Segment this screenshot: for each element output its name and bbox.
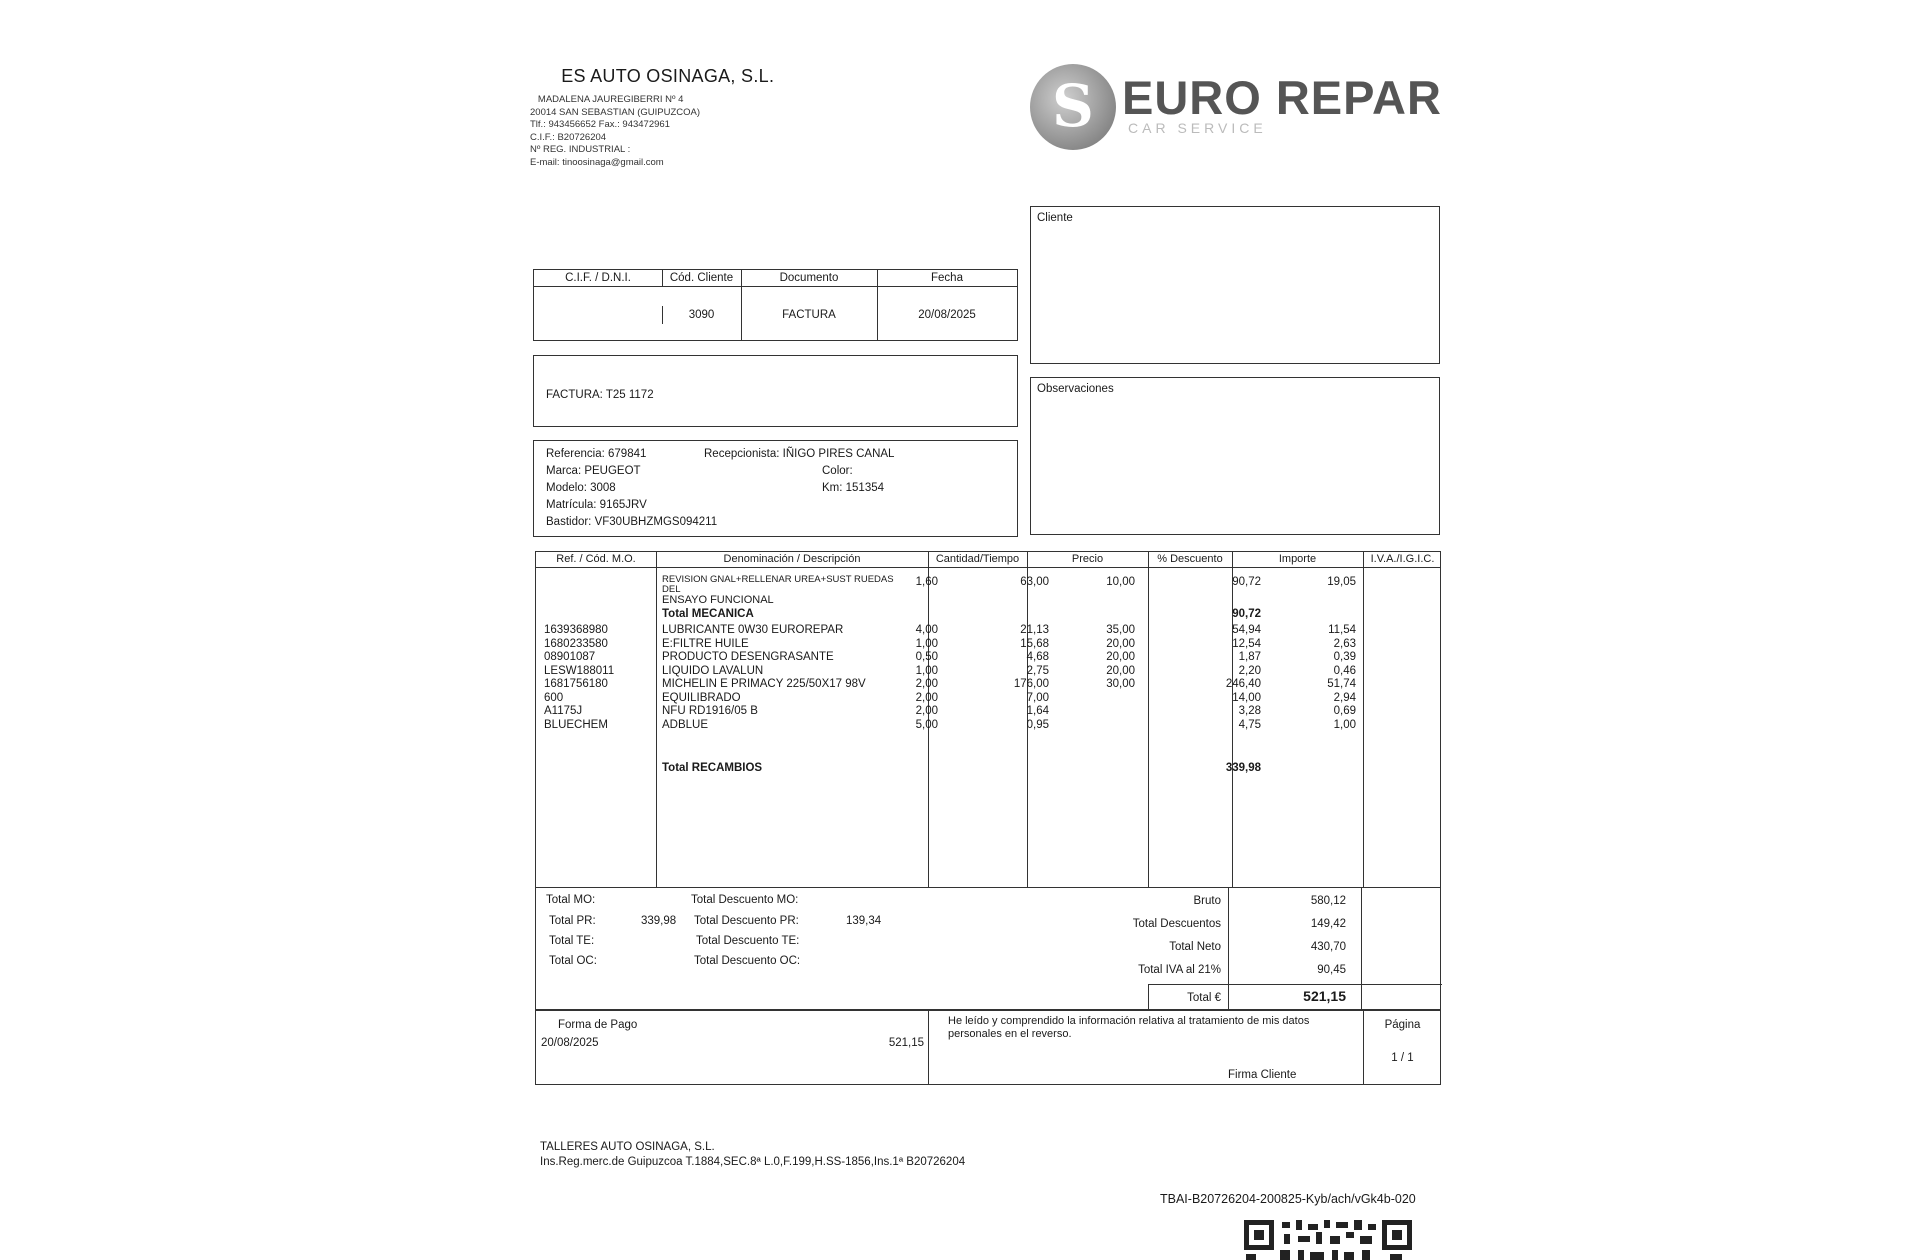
observations-box <box>1030 377 1440 535</box>
logo-subtitle: CAR SERVICE <box>1128 120 1267 136</box>
cell-disc: 35,00 <box>1106 624 1135 636</box>
mecanica-description: REVISION GNAL+RELLENAR UREA+SUST RUEDAS DEL ENSAYO FUNCIONAL <box>662 574 894 606</box>
page-number: 1 / 1 <box>1391 1052 1414 1064</box>
cell-qty: 1,00 <box>915 637 938 650</box>
cell-qty: 1,00 <box>915 664 938 677</box>
net-value: 430,70 <box>1310 941 1346 953</box>
cell-imp: 4,75 <box>1238 718 1261 731</box>
page-label: Página <box>1384 1019 1421 1031</box>
cell-qty: 2,00 <box>915 678 938 690</box>
brand: Marca: PEUGEOT <box>546 465 641 477</box>
cell-desc: LIQUIDO LAVALUN <box>662 664 764 677</box>
client-code-header: Cód. Cliente <box>669 272 734 284</box>
total-disc-pr-label: Total Descuento PR: <box>694 915 799 927</box>
cell-ref: 1681756180 <box>544 678 608 690</box>
cell-iva: 11,54 <box>1328 624 1356 636</box>
cell-disc: 20,00 <box>1106 664 1135 677</box>
net-label: Total Neto <box>1169 941 1221 953</box>
cell-iva: 0,39 <box>1333 651 1356 663</box>
cell-price: 21,13 <box>1020 624 1049 636</box>
items-table <box>535 551 1441 888</box>
plate: Matrícula: 9165JRV <box>546 499 647 511</box>
color: Color: <box>822 465 853 477</box>
client-signature-label: Firma Cliente <box>1228 1069 1297 1081</box>
cell-iva: 51,74 <box>1327 678 1356 690</box>
qr-code-icon <box>1244 1220 1412 1260</box>
document-header: Documento <box>779 272 839 284</box>
company-address <box>530 94 700 169</box>
cif-header: C.I.F. / D.N.I. <box>565 272 631 284</box>
total-oc-label: Total OC: <box>549 955 597 967</box>
cell-imp: 3,28 <box>1238 705 1261 717</box>
cell-price: 4,68 <box>1026 651 1049 663</box>
footer-company: TALLERES AUTO OSINAGA, S.L. <box>540 1141 715 1153</box>
desc-header: Denominación / Descripción <box>723 553 861 565</box>
qty-header: Cantidad/Tiempo <box>935 553 1020 565</box>
cell-disc: 20,00 <box>1106 637 1135 650</box>
payment-date: 20/08/2025 <box>541 1037 599 1049</box>
document-value: FACTURA <box>782 309 836 321</box>
vehicle-box <box>533 440 1018 537</box>
address-line: MADALENA JAUREGIBERRI Nº 4 <box>530 94 684 105</box>
price-header: Precio <box>1071 553 1104 565</box>
date-header: Fecha <box>931 272 963 284</box>
model: Modelo: 3008 <box>546 482 616 494</box>
receptionist: Recepcionista: IÑIGO PIRES CANAL <box>704 448 895 460</box>
payment-section <box>535 1010 1441 1085</box>
cell-imp: 12,54 <box>1232 637 1261 650</box>
client-box <box>1030 206 1440 364</box>
cell-desc: EQUILIBRADO <box>662 691 741 704</box>
company-name: ES AUTO OSINAGA, S.L. <box>540 66 775 86</box>
cell-ref: LESW188011 <box>544 664 615 677</box>
invoice-number-box <box>533 355 1018 427</box>
cell-ref: 1680233580 <box>544 637 608 650</box>
cell-ref: 1639368980 <box>544 624 608 636</box>
total-pr-value: 339,98 <box>641 915 677 927</box>
cell-price: 7,00 <box>1026 691 1049 704</box>
discounts-label: Total Descuentos <box>1132 918 1221 930</box>
document-header-table <box>533 269 1018 341</box>
reference: Referencia: 679841 <box>546 448 647 460</box>
cell-imp: 246,40 <box>1225 678 1261 690</box>
gross-value: 580,12 <box>1310 895 1346 907</box>
mecanica-row: 1,60 63,00 10,00 90,72 19,05 <box>915 576 1356 588</box>
cell-price: 176,00 <box>1013 678 1049 690</box>
tbai-code: TBAI-B20726204-200825-Kyb/ach/vGk4b-020 <box>1160 1192 1416 1206</box>
cell-ref: BLUECHEM <box>544 718 608 731</box>
phone-line: Tlf.: 943456652 Fax.: 943472961 <box>530 119 670 130</box>
total-disc-oc-label: Total Descuento OC: <box>694 955 801 967</box>
address-line: 20014 SAN SEBASTIAN (GUIPUZCOA) <box>530 106 700 118</box>
client-code-value: 3090 <box>688 309 715 321</box>
recambios-total-row: Total RECAMBIOS 339,98 <box>662 762 1261 774</box>
cell-iva: 0,69 <box>1333 705 1356 717</box>
cell-price: 2,75 <box>1026 664 1049 677</box>
cell-ref: 08901087 <box>544 651 596 663</box>
cell-price: 15,68 <box>1020 637 1049 650</box>
cell-qty: 0,50 <box>915 651 938 663</box>
cell-imp: 54,94 <box>1232 624 1261 636</box>
vat-total-label: Total IVA al 21% <box>1138 964 1221 976</box>
cell-qty: 5,00 <box>915 718 938 731</box>
cell-imp: 14,00 <box>1232 691 1261 704</box>
cell-desc: PRODUCTO DESENGRASANTE <box>662 651 834 663</box>
total-value: 521,15 <box>1303 988 1346 1004</box>
cell-iva: 2,94 <box>1333 691 1356 704</box>
cell-disc: 20,00 <box>1106 651 1135 663</box>
cell-qty: 2,00 <box>915 705 938 717</box>
total-disc-pr-value: 139,34 <box>846 915 882 927</box>
ref-header: Ref. / Cód. M.O. <box>556 553 636 565</box>
cell-imp: 1,87 <box>1238 651 1261 663</box>
cell-iva: 0,46 <box>1333 664 1356 677</box>
vat-total-value: 90,45 <box>1317 964 1346 976</box>
footer-registry: Ins.Reg.merc.de Guipuzcoa T.1884,SEC.8ª L.0,F.199,H.SS-1856,Ins.1ª B20726204 <box>540 1156 966 1168</box>
client-label: Cliente <box>1037 212 1073 224</box>
vat-header: I.V.A./I.G.I.C. <box>1370 553 1435 565</box>
total-label: Total € <box>1187 992 1221 1004</box>
invoice-number: FACTURA: T25 1172 <box>546 389 654 401</box>
cell-desc: NFU RD1916/05 B <box>662 705 758 717</box>
logo-text: EURO REPAR <box>1122 71 1442 124</box>
cell-desc: ADBLUE <box>662 718 709 731</box>
eurorepar-logo-icon: S <box>1030 64 1116 150</box>
total-disc-te-label: Total Descuento TE: <box>696 935 800 947</box>
cell-price: 0,95 <box>1026 718 1049 731</box>
mileage: Km: 151354 <box>822 482 885 494</box>
cif-line: C.I.F.: B20726204 <box>530 131 607 143</box>
cell-desc: MICHELIN E PRIMACY 225/50X17 98V <box>662 678 866 690</box>
discounts-value: 149,42 <box>1310 918 1346 930</box>
amount-header: Importe <box>1278 553 1317 565</box>
payment-amount: 521,15 <box>888 1037 924 1049</box>
totals-section <box>535 887 1441 1010</box>
reg-line: Nº REG. INDUSTRIAL : <box>530 144 631 155</box>
chassis: Bastidor: VF30UBHZMGS094211 <box>546 516 718 528</box>
observations-label: Observaciones <box>1037 383 1114 395</box>
cell-iva: 1,00 <box>1333 718 1356 731</box>
cell-qty: 2,00 <box>915 691 938 704</box>
cell-imp: 2,20 <box>1238 664 1261 677</box>
privacy-notice: He leído y comprendido la información relativa al tratamiento de mis datos personales en el reverso. <box>948 1015 1310 1040</box>
cell-disc: 30,00 <box>1106 678 1135 690</box>
gross-label: Bruto <box>1193 895 1221 907</box>
cell-desc: E:FILTRE HUILE <box>662 637 749 650</box>
discount-header: % Descuento <box>1157 553 1223 565</box>
cell-ref: 600 <box>544 691 564 704</box>
email-line: E-mail: tinoosinaga@gmail.com <box>530 156 664 168</box>
cell-desc: LUBRICANTE 0W30 EUROREPAR <box>662 624 844 636</box>
total-disc-mo-label: Total Descuento MO: <box>691 894 799 906</box>
total-te-label: Total TE: <box>549 935 595 947</box>
payment-label: Forma de Pago <box>558 1019 638 1031</box>
cell-ref: A1175J <box>544 705 583 717</box>
mecanica-total-row: Total MECANICA 90,72 <box>662 608 1261 620</box>
total-mo-label: Total MO: <box>546 894 596 906</box>
cell-iva: 2,63 <box>1333 637 1356 650</box>
cell-qty: 4,00 <box>915 624 938 636</box>
date-value: 20/08/2025 <box>918 309 976 321</box>
table-row <box>536 719 1440 735</box>
cell-price: 1,64 <box>1026 705 1049 717</box>
total-pr-label: Total PR: <box>549 915 596 927</box>
